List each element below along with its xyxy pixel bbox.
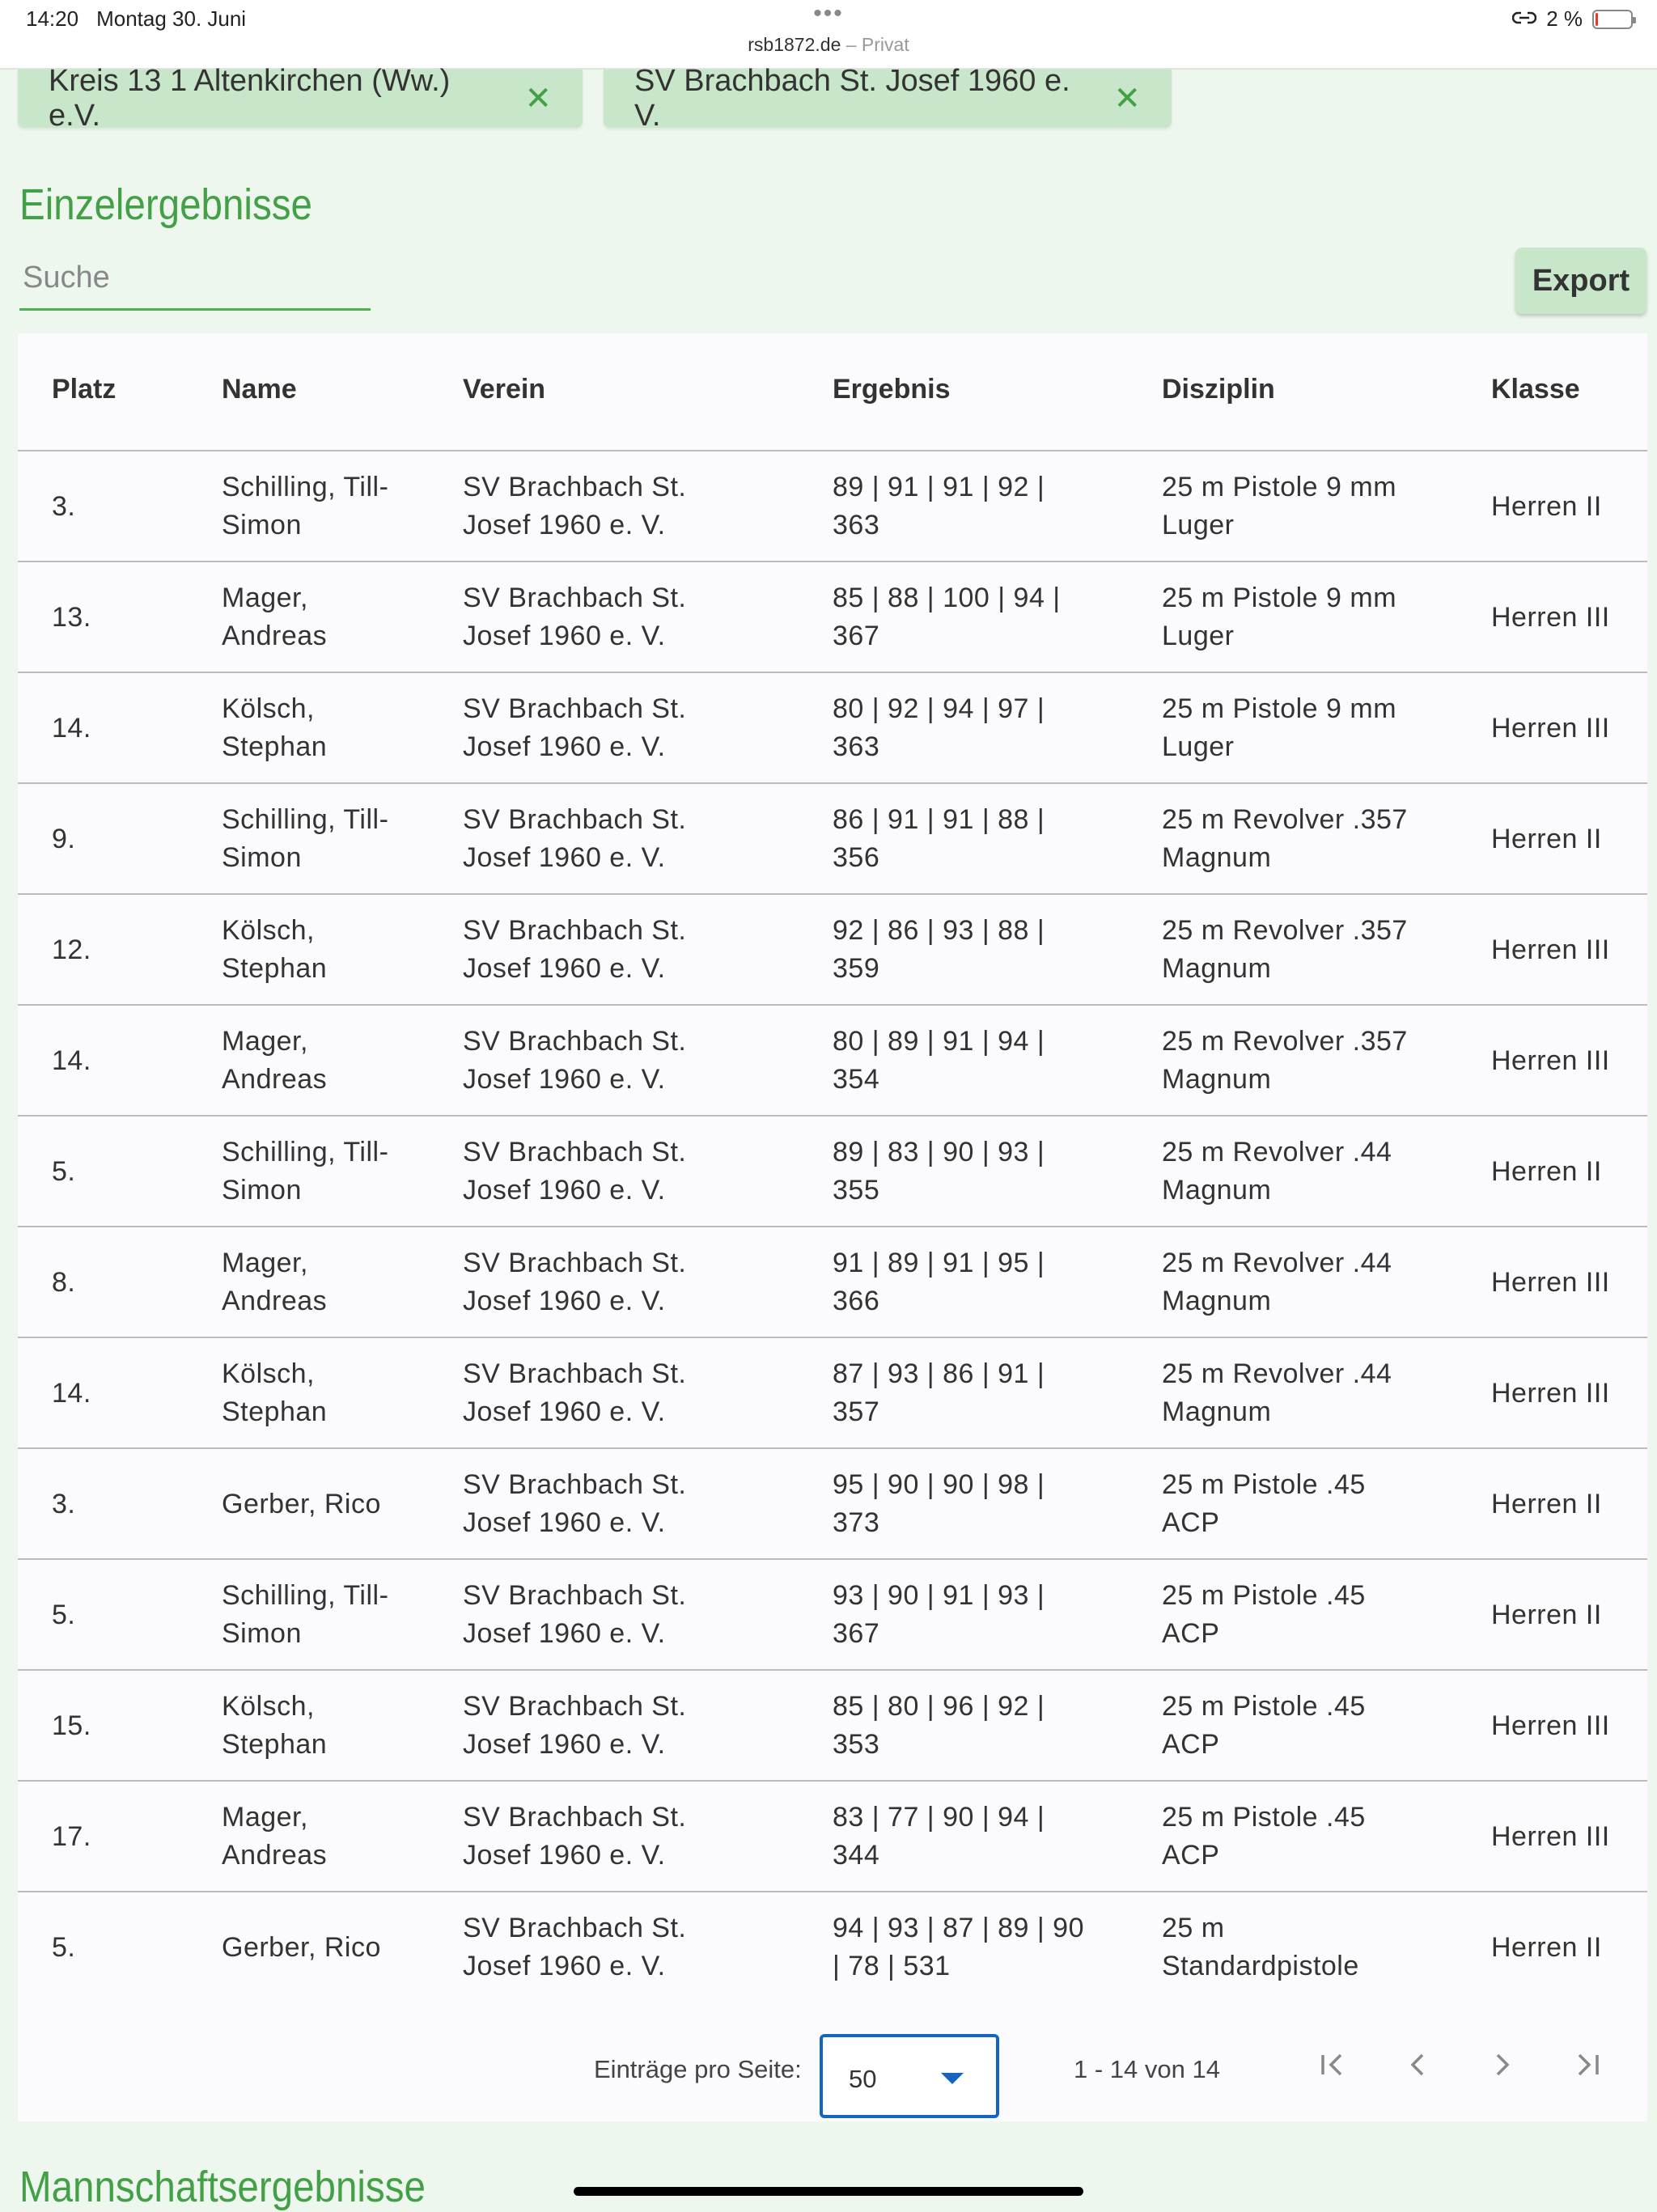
cell-ergebnis-line: 89 | 91 | 91 | 92 |	[833, 472, 1045, 502]
cell-disziplin	[1162, 579, 1461, 655]
table-row	[18, 1671, 1647, 1782]
cell-name-line: Simon	[222, 842, 302, 873]
cell-disziplin-line: Magnum	[1162, 1396, 1272, 1427]
cell-platz: 3.	[52, 491, 76, 522]
table-row	[18, 895, 1647, 1006]
section-title-einzel: Einzelergebnisse	[19, 180, 312, 229]
cell-verein-line: SV Brachbach St.	[463, 1358, 687, 1389]
cell-name	[222, 1892, 432, 2003]
cell-disziplin	[1162, 1355, 1461, 1431]
cell-ergebnis-line: 363	[833, 731, 880, 762]
cell-disziplin	[1162, 1909, 1461, 1985]
cell-ergebnis	[833, 912, 1124, 988]
cell-platz: 5.	[52, 1600, 76, 1630]
cell-disziplin-line: 25 m Pistole .45	[1162, 1580, 1366, 1611]
cell-ergebnis-line: 356	[833, 842, 880, 873]
cell-name-line: Andreas	[222, 621, 328, 651]
cell-disziplin-line: ACP	[1162, 1729, 1220, 1760]
cell-name	[222, 1449, 432, 1560]
cell-verein-line: SV Brachbach St.	[463, 1802, 687, 1833]
cell-verein	[463, 1799, 803, 1875]
cell-verein-line: SV Brachbach St.	[463, 1469, 687, 1500]
col-header-klasse[interactable]: Klasse	[1491, 374, 1580, 405]
next-page-icon[interactable]	[1478, 2040, 1527, 2089]
cell-verein	[463, 1577, 803, 1653]
cell-name-line: Mager,	[222, 583, 308, 613]
cell-verein	[463, 1023, 803, 1099]
cell-verein	[463, 1688, 803, 1764]
cell-verein	[463, 912, 803, 988]
cell-name	[222, 1799, 432, 1875]
cell-platz: 9.	[52, 824, 76, 854]
cell-ergebnis	[833, 1244, 1124, 1320]
cell-ergebnis-line: 355	[833, 1175, 880, 1206]
cell-disziplin-line: Magnum	[1162, 1175, 1272, 1206]
cell-disziplin-line: ACP	[1162, 1618, 1220, 1649]
cell-verein-line: Josef 1960 e. V.	[463, 1286, 666, 1316]
cell-ergebnis-line: 359	[833, 953, 880, 984]
cell-klasse: Herren III	[1491, 1045, 1610, 1076]
cell-verein-line: Josef 1960 e. V.	[463, 1951, 666, 1981]
search-input[interactable]	[19, 257, 371, 299]
cell-disziplin	[1162, 1688, 1461, 1764]
cell-name-line: Schilling, Till-	[222, 1580, 389, 1611]
search-field[interactable]	[19, 257, 371, 311]
cell-ergebnis-line: 366	[833, 1286, 880, 1316]
cell-ergebnis-line: 344	[833, 1840, 880, 1871]
page-range: 1 - 14 von 14	[1074, 2055, 1220, 2083]
link-icon	[1512, 6, 1536, 32]
cell-disziplin-line: 25 m Pistole 9 mm	[1162, 583, 1397, 613]
cell-klasse: Herren II	[1491, 1156, 1602, 1187]
cell-verein-line: Josef 1960 e. V.	[463, 510, 666, 540]
table-row	[18, 451, 1647, 562]
cell-verein-line: Josef 1960 e. V.	[463, 1507, 666, 1538]
table-row	[18, 673, 1647, 784]
cell-name	[222, 1023, 432, 1099]
cell-ergebnis	[833, 690, 1124, 766]
cell-ergebnis-line: 363	[833, 510, 880, 540]
cell-name	[222, 1577, 432, 1653]
url-bar[interactable]	[0, 34, 1657, 56]
cell-platz: 14.	[52, 1378, 91, 1409]
cell-ergebnis	[833, 1134, 1124, 1210]
cell-name-line: Kölsch,	[222, 693, 315, 724]
cell-platz: 12.	[52, 934, 91, 965]
cell-name-line: Kölsch,	[222, 915, 315, 946]
close-icon[interactable]: ✕	[1113, 81, 1141, 117]
cell-disziplin-line: 25 m Revolver .44	[1162, 1358, 1392, 1389]
cell-disziplin	[1162, 912, 1461, 988]
first-page-icon[interactable]	[1308, 2040, 1357, 2089]
cell-ergebnis-line: 367	[833, 621, 880, 651]
cell-verein	[463, 579, 803, 655]
cell-verein-line: Josef 1960 e. V.	[463, 1729, 666, 1760]
cell-disziplin-line: Magnum	[1162, 1064, 1272, 1095]
cell-verein-line: Josef 1960 e. V.	[463, 1064, 666, 1095]
cell-verein-line: SV Brachbach St.	[463, 1691, 687, 1722]
cell-ergebnis-line: 354	[833, 1064, 880, 1095]
cell-klasse: Herren II	[1491, 1600, 1602, 1630]
cell-name-line: Stephan	[222, 731, 328, 762]
cell-name-line: Mager,	[222, 1248, 308, 1278]
cell-name-line: Gerber, Rico	[222, 1932, 381, 1963]
battery-percent: 2 %	[1546, 6, 1583, 31]
cell-disziplin-line: ACP	[1162, 1840, 1220, 1871]
cell-name-line: Stephan	[222, 1729, 328, 1760]
section-title-mannschaft: Mannschaftsergebnisse	[19, 2163, 426, 2211]
cell-disziplin-line: 25 m Revolver .357	[1162, 915, 1408, 946]
cell-name	[222, 1688, 432, 1764]
cell-ergebnis-line: 87 | 93 | 86 | 91 |	[833, 1358, 1045, 1389]
cell-klasse: Herren II	[1491, 491, 1602, 522]
cell-name	[222, 1244, 432, 1320]
cell-verein	[463, 801, 803, 877]
cell-ergebnis-line: 357	[833, 1396, 880, 1427]
cell-verein-line: SV Brachbach St.	[463, 472, 687, 502]
status-right	[1512, 6, 1633, 32]
cell-ergebnis-line: 80 | 89 | 91 | 94 |	[833, 1026, 1045, 1057]
cell-disziplin-line: Luger	[1162, 621, 1235, 651]
cell-disziplin	[1162, 690, 1461, 766]
cell-name-line: Kölsch,	[222, 1691, 315, 1722]
cell-klasse: Herren II	[1491, 1932, 1602, 1963]
cell-name-line: Andreas	[222, 1286, 328, 1316]
cell-name	[222, 1355, 432, 1431]
results-table	[18, 333, 1647, 2121]
col-header-platz[interactable]: Platz	[52, 374, 117, 405]
table-row	[18, 1117, 1647, 1227]
table-row	[18, 1560, 1647, 1671]
cell-disziplin	[1162, 468, 1461, 545]
cell-disziplin-line: 25 m Pistole .45	[1162, 1691, 1366, 1722]
status-time: 14:20	[26, 6, 79, 31]
cell-ergebnis	[833, 1466, 1124, 1542]
url-host: rsb1872.de	[748, 34, 841, 55]
status-date: Montag 30. Juni	[96, 6, 247, 31]
cell-verein-line: SV Brachbach St.	[463, 1026, 687, 1057]
cell-name-line: Simon	[222, 510, 302, 540]
table-row	[18, 1227, 1647, 1338]
table-row	[18, 562, 1647, 673]
cell-disziplin	[1162, 801, 1461, 877]
cell-ergebnis-line: 85 | 88 | 100 | 94 |	[833, 583, 1061, 613]
cell-name-line: Schilling, Till-	[222, 472, 389, 502]
cell-klasse: Herren III	[1491, 1821, 1610, 1852]
more-dots-icon[interactable]: •••	[813, 0, 844, 27]
close-icon[interactable]: ✕	[524, 81, 552, 117]
cell-disziplin-line: 25 m	[1162, 1913, 1225, 1943]
cell-ergebnis	[833, 1577, 1124, 1653]
per-page-label: Einträge pro Seite:	[594, 2055, 802, 2083]
cell-verein	[463, 1909, 803, 1985]
cell-verein	[463, 1134, 803, 1210]
cell-verein-line: SV Brachbach St.	[463, 1248, 687, 1278]
cell-verein-line: SV Brachbach St.	[463, 1580, 687, 1611]
cell-verein-line: Josef 1960 e. V.	[463, 1175, 666, 1206]
cell-name-line: Andreas	[222, 1064, 328, 1095]
per-page-value: 50	[849, 2065, 877, 2093]
last-page-icon[interactable]	[1563, 2040, 1612, 2089]
cell-disziplin-line: Magnum	[1162, 1286, 1272, 1316]
cell-verein-line: SV Brachbach St.	[463, 1137, 687, 1167]
cell-disziplin	[1162, 1577, 1461, 1653]
cell-name	[222, 468, 432, 545]
prev-page-icon[interactable]	[1393, 2040, 1442, 2089]
cell-klasse: Herren III	[1491, 934, 1610, 965]
table-row	[18, 1338, 1647, 1449]
cell-klasse: Herren II	[1491, 1489, 1602, 1519]
cell-ergebnis	[833, 1799, 1124, 1875]
url-mode: – Privat	[845, 34, 909, 55]
cell-platz: 15.	[52, 1710, 91, 1741]
cell-name-line: Kölsch,	[222, 1358, 315, 1389]
cell-ergebnis-line: | 78 | 531	[833, 1951, 951, 1981]
cell-verein-line: Josef 1960 e. V.	[463, 731, 666, 762]
cell-verein	[463, 1355, 803, 1431]
cell-klasse: Herren III	[1491, 602, 1610, 633]
cell-platz: 14.	[52, 713, 91, 744]
cell-ergebnis	[833, 468, 1124, 545]
cell-platz: 17.	[52, 1821, 91, 1852]
cell-name	[222, 912, 432, 988]
cell-disziplin-line: 25 m Revolver .44	[1162, 1137, 1392, 1167]
cell-ergebnis	[833, 1023, 1124, 1099]
cell-ergebnis-line: 86 | 91 | 91 | 88 |	[833, 804, 1045, 835]
table-row	[18, 1449, 1647, 1560]
cell-disziplin	[1162, 1244, 1461, 1320]
cell-platz: 5.	[52, 1932, 76, 1963]
cell-disziplin-line: Luger	[1162, 731, 1235, 762]
cell-disziplin	[1162, 1466, 1461, 1542]
cell-name	[222, 579, 432, 655]
cell-disziplin-line: Standardpistole	[1162, 1951, 1359, 1981]
cell-platz: 3.	[52, 1489, 76, 1519]
cell-ergebnis	[833, 1355, 1124, 1431]
filter-chip-kreis[interactable]	[18, 64, 583, 133]
filter-chip-label: SV Brachbach St. Josef 1960 e. V.	[634, 64, 1070, 133]
col-header-name[interactable]: Name	[222, 374, 297, 405]
cell-ergebnis	[833, 1688, 1124, 1764]
cell-platz: 14.	[52, 1045, 91, 1076]
table-row	[18, 1892, 1647, 2003]
cell-disziplin-line: 25 m Revolver .44	[1162, 1248, 1392, 1278]
pagination	[18, 2016, 1647, 2121]
cell-disziplin-line: Luger	[1162, 510, 1235, 540]
cell-platz: 8.	[52, 1267, 76, 1298]
cell-verein-line: SV Brachbach St.	[463, 693, 687, 724]
cell-ergebnis-line: 95 | 90 | 90 | 98 |	[833, 1469, 1045, 1500]
cell-name-line: Simon	[222, 1618, 302, 1649]
cell-disziplin-line: Magnum	[1162, 953, 1272, 984]
cell-verein-line: SV Brachbach St.	[463, 804, 687, 835]
cell-name-line: Mager,	[222, 1026, 308, 1057]
cell-verein-line: SV Brachbach St.	[463, 583, 687, 613]
cell-disziplin	[1162, 1023, 1461, 1099]
cell-disziplin	[1162, 1134, 1461, 1210]
filter-chip-label: Kreis 13 1 Altenkirchen (Ww.) e.V.	[49, 64, 451, 133]
cell-ergebnis	[833, 801, 1124, 877]
cell-ergebnis-line: 85 | 80 | 96 | 92 |	[833, 1691, 1045, 1722]
cell-ergebnis-line: 92 | 86 | 93 | 88 |	[833, 915, 1045, 946]
col-header-disziplin[interactable]: Disziplin	[1162, 374, 1275, 405]
cell-verein-line: SV Brachbach St.	[463, 915, 687, 946]
cell-ergebnis-line: 91 | 89 | 91 | 95 |	[833, 1248, 1045, 1278]
cell-verein	[463, 468, 803, 545]
battery-icon	[1592, 10, 1633, 29]
cell-platz: 13.	[52, 602, 91, 633]
cell-verein-line: SV Brachbach St.	[463, 1913, 687, 1943]
cell-platz: 5.	[52, 1156, 76, 1187]
col-header-verein[interactable]: Verein	[463, 374, 546, 405]
cell-name-line: Schilling, Till-	[222, 1137, 389, 1167]
cell-ergebnis-line: 83 | 77 | 90 | 94 |	[833, 1802, 1045, 1833]
cell-klasse: Herren III	[1491, 713, 1610, 744]
cell-verein-line: Josef 1960 e. V.	[463, 621, 666, 651]
table-header	[18, 333, 1647, 451]
cell-klasse: Herren II	[1491, 824, 1602, 854]
cell-klasse: Herren III	[1491, 1710, 1610, 1741]
cell-verein-line: Josef 1960 e. V.	[463, 1618, 666, 1649]
cell-name-line: Andreas	[222, 1840, 328, 1871]
cell-name-line: Stephan	[222, 953, 328, 984]
filter-chip-verein[interactable]	[604, 64, 1172, 133]
cell-verein-line: Josef 1960 e. V.	[463, 1396, 666, 1427]
cell-name-line: Stephan	[222, 1396, 328, 1427]
cell-disziplin-line: ACP	[1162, 1507, 1220, 1538]
cell-verein	[463, 1466, 803, 1542]
cell-name	[222, 801, 432, 877]
cell-disziplin-line: 25 m Revolver .357	[1162, 1026, 1408, 1057]
table-row	[18, 1006, 1647, 1117]
cell-name-line: Gerber, Rico	[222, 1489, 381, 1519]
cell-verein	[463, 1244, 803, 1320]
cell-ergebnis-line: 89 | 83 | 90 | 93 |	[833, 1137, 1045, 1167]
cell-disziplin-line: 25 m Pistole 9 mm	[1162, 472, 1397, 502]
cell-ergebnis	[833, 1909, 1124, 1985]
cell-disziplin-line: 25 m Pistole 9 mm	[1162, 693, 1397, 724]
cell-ergebnis-line: 80 | 92 | 94 | 97 |	[833, 693, 1045, 724]
cell-name-line: Schilling, Till-	[222, 804, 389, 835]
export-button[interactable]: Export	[1515, 248, 1646, 314]
cell-name	[222, 1134, 432, 1210]
cell-verein	[463, 690, 803, 766]
cell-ergebnis	[833, 579, 1124, 655]
cell-name	[222, 690, 432, 766]
status-bar	[0, 0, 1657, 70]
cell-disziplin-line: Magnum	[1162, 842, 1272, 873]
cell-ergebnis-line: 367	[833, 1618, 880, 1649]
cell-disziplin-line: 25 m Revolver .357	[1162, 804, 1408, 835]
cell-klasse: Herren III	[1491, 1378, 1610, 1409]
cell-name-line: Mager,	[222, 1802, 308, 1833]
cell-verein-line: Josef 1960 e. V.	[463, 1840, 666, 1871]
home-indicator[interactable]	[574, 2187, 1083, 2196]
table-row	[18, 784, 1647, 895]
cell-ergebnis-line: 353	[833, 1729, 880, 1760]
cell-ergebnis-line: 93 | 90 | 91 | 93 |	[833, 1580, 1045, 1611]
cell-verein-line: Josef 1960 e. V.	[463, 953, 666, 984]
status-time-date	[26, 6, 246, 32]
chevron-down-icon	[941, 2073, 964, 2084]
col-header-ergebnis[interactable]: Ergebnis	[833, 374, 951, 405]
per-page-select[interactable]	[820, 2034, 999, 2118]
table-row	[18, 1782, 1647, 1892]
cell-disziplin-line: 25 m Pistole .45	[1162, 1469, 1366, 1500]
cell-klasse: Herren III	[1491, 1267, 1610, 1298]
cell-disziplin	[1162, 1799, 1461, 1875]
cell-ergebnis-line: 94 | 93 | 87 | 89 | 90	[833, 1913, 1084, 1943]
cell-name-line: Simon	[222, 1175, 302, 1206]
cell-ergebnis-line: 373	[833, 1507, 880, 1538]
cell-disziplin-line: 25 m Pistole .45	[1162, 1802, 1366, 1833]
cell-verein-line: Josef 1960 e. V.	[463, 842, 666, 873]
